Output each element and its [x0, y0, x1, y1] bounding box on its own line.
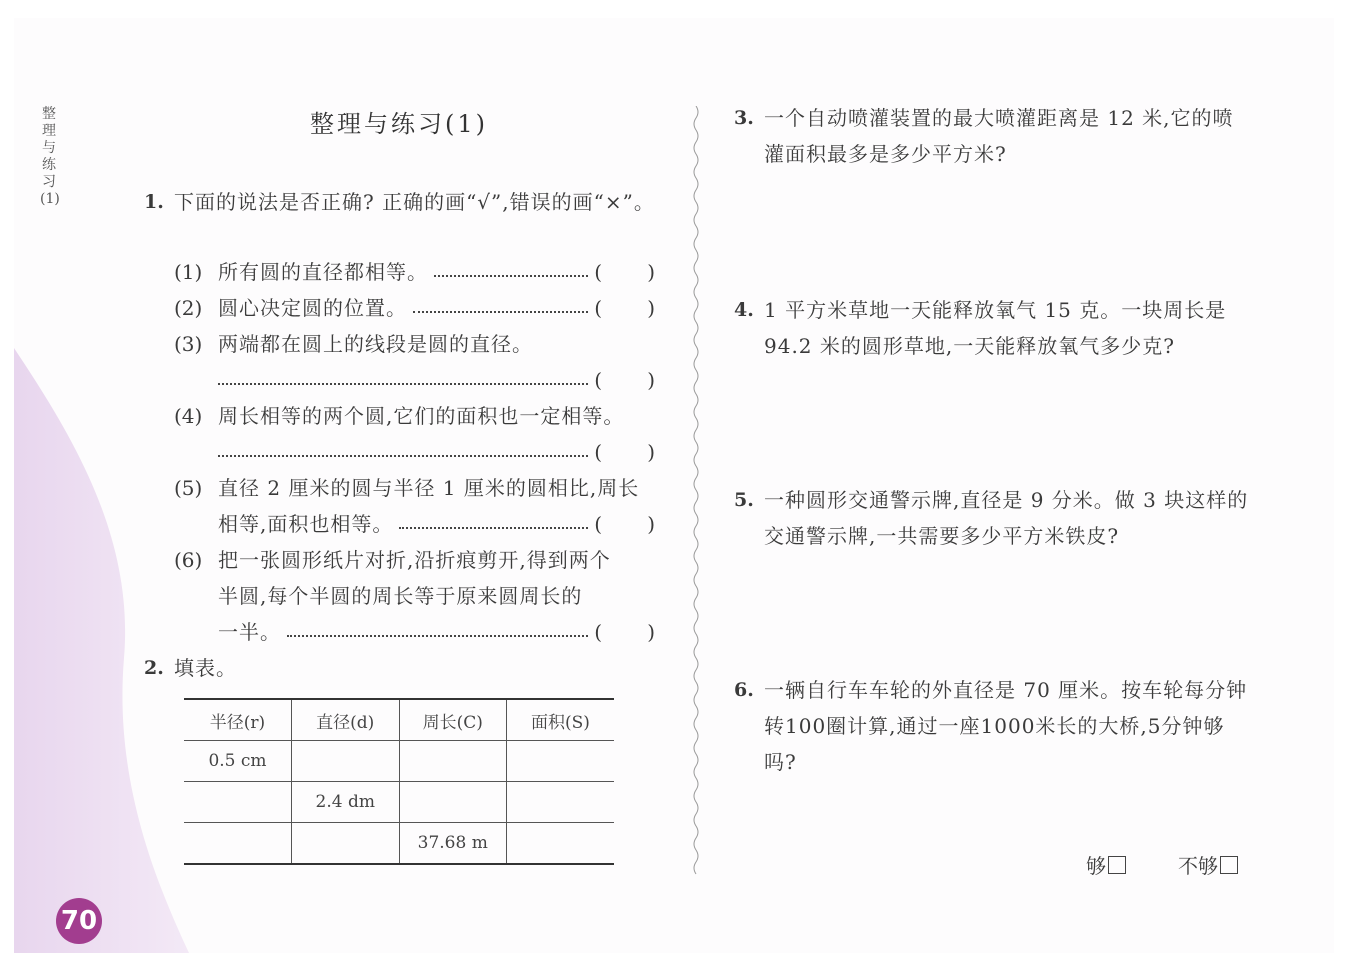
table-cell[interactable] — [292, 823, 400, 865]
statement-1 — [174, 254, 656, 290]
option-not-enough — [1178, 850, 1238, 879]
dot-leader — [218, 383, 588, 385]
question-text: 一个自动喷灌装置的最大喷灌距离是 12 米,它的喷灌面积最多是多少平方米? — [764, 106, 1234, 166]
option-enough — [1086, 850, 1126, 879]
fill-in-table — [184, 698, 614, 865]
statement-text: 直径 2 厘米的圆与半径 1 厘米的圆相比,周长 — [218, 476, 640, 500]
dot-leader — [413, 311, 588, 313]
statement-5 — [174, 470, 656, 542]
header-area: 面积(S) — [507, 699, 615, 741]
table-cell: 2.4 dm — [292, 782, 400, 823]
option-not-enough-checkbox[interactable] — [1220, 856, 1238, 874]
table-header-row — [184, 699, 614, 741]
dot-leader — [434, 275, 588, 277]
answer-blank[interactable]: ( ) — [594, 368, 656, 392]
question-number: 1. — [144, 191, 164, 213]
answer-blank[interactable]: ( ) — [594, 620, 656, 644]
statement-text: 相等,面积也相等。 — [218, 512, 394, 536]
option-not-enough-label: 不够 — [1178, 854, 1218, 878]
question-text: 下面的说法是否正确? 正确的画“√”,错误的画“×”。 — [174, 190, 655, 214]
option-enough-label: 够 — [1086, 854, 1106, 878]
dot-leader — [287, 635, 588, 637]
statement-text: 把一张圆形纸片对折,沿折痕剪开,得到两个 — [218, 548, 611, 572]
question-text: 一种圆形交通警示牌,直径是 9 分米。做 3 块这样的交通警示牌,一共需要多少平方米铁皮? — [764, 488, 1249, 548]
statement-3 — [174, 326, 656, 398]
question-number: 6. — [734, 679, 754, 701]
header-diameter: 直径(d) — [292, 699, 400, 741]
answer-blank[interactable]: ( ) — [594, 296, 656, 320]
question-number: 5. — [734, 489, 754, 511]
statement-text: 圆心决定圆的位置。 — [218, 296, 407, 320]
question-5 — [734, 482, 1254, 554]
question-number: 2. — [144, 657, 164, 679]
question-6 — [734, 672, 1254, 780]
statement-2 — [174, 290, 656, 326]
statement-6 — [174, 542, 656, 650]
table-cell[interactable] — [292, 741, 400, 782]
statement-text: 半圆,每个半圆的周长等于原来圆周长的 — [218, 584, 583, 608]
table-cell[interactable] — [507, 823, 615, 865]
page-number: 70 — [56, 898, 102, 944]
worksheet-page — [14, 18, 1334, 953]
header-circumference: 周长(C) — [399, 699, 507, 741]
table-row — [184, 823, 614, 865]
table-cell[interactable] — [399, 782, 507, 823]
statement-label: (6) — [174, 548, 203, 572]
statement-label: (2) — [174, 296, 203, 320]
table-cell[interactable] — [399, 741, 507, 782]
table-cell[interactable] — [507, 741, 615, 782]
table-row — [184, 782, 614, 823]
option-enough-checkbox[interactable] — [1108, 856, 1126, 874]
answer-blank[interactable]: ( ) — [594, 260, 656, 284]
question-1 — [144, 184, 656, 220]
table-cell[interactable] — [507, 782, 615, 823]
page-divider — [690, 106, 702, 896]
page-title: 整理与练习(1) — [310, 110, 488, 138]
table-cell[interactable] — [184, 823, 292, 865]
answer-blank[interactable]: ( ) — [594, 440, 656, 464]
table-row — [184, 741, 614, 782]
statement-text: 一半。 — [218, 620, 281, 644]
statement-4 — [174, 398, 656, 470]
question-3 — [734, 100, 1254, 172]
dot-leader — [399, 527, 588, 529]
statement-text: 所有圆的直径都相等。 — [218, 260, 428, 284]
table-cell[interactable] — [184, 782, 292, 823]
table-cell: 37.68 m — [399, 823, 507, 865]
question-number: 4. — [734, 299, 754, 321]
question-2 — [144, 650, 656, 686]
side-title: 整理与练习(1) — [40, 106, 60, 207]
answer-blank[interactable]: ( ) — [594, 512, 656, 536]
table-cell: 0.5 cm — [184, 741, 292, 782]
question-text: 一辆自行车车轮的外直径是 70 厘米。按车轮每分钟转100圈计算,通过一座1000米长的大桥,5分钟够吗? — [764, 678, 1248, 774]
statement-label: (3) — [174, 332, 203, 356]
statement-label: (5) — [174, 476, 203, 500]
statement-text: 周长相等的两个圆,它们的面积也一定相等。 — [218, 404, 625, 428]
header-radius: 半径(r) — [184, 699, 292, 741]
statement-label: (4) — [174, 404, 203, 428]
statement-label: (1) — [174, 260, 203, 284]
question-4 — [734, 292, 1254, 364]
question-number: 3. — [734, 107, 754, 129]
statement-text: 两端都在圆上的线段是圆的直径。 — [218, 332, 533, 356]
question-text: 填表。 — [174, 656, 237, 680]
question-text: 1 平方米草地一天能释放氧气 15 克。一块周长是 94.2 米的圆形草地,一天能释放氧气多少克? — [764, 298, 1227, 358]
dot-leader — [218, 455, 588, 457]
